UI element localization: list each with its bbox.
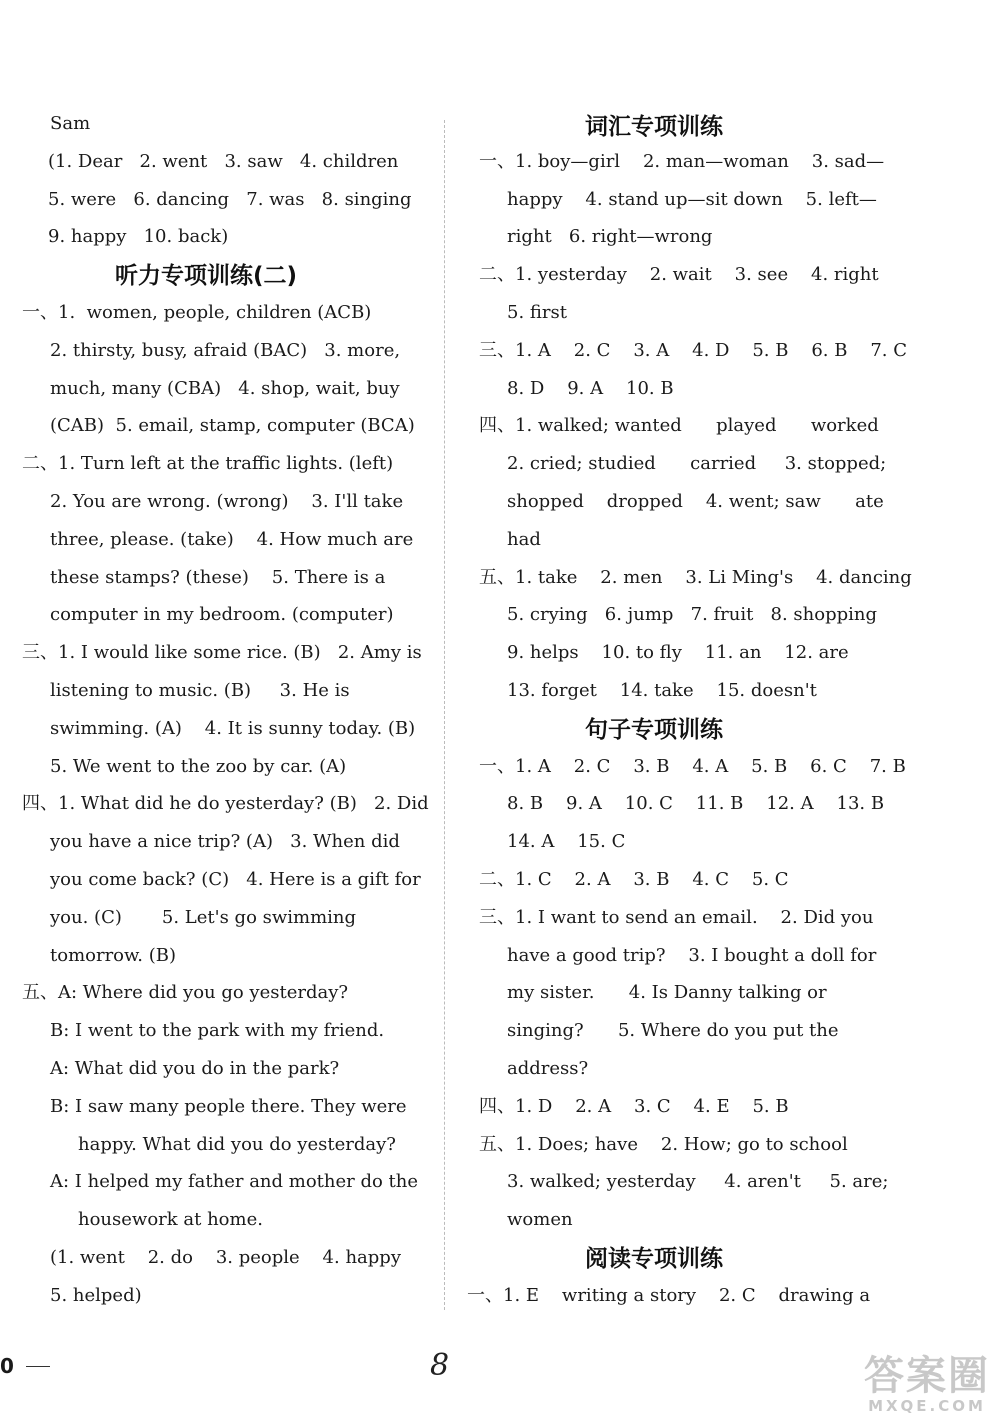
answer-line: 四、1. D 2. A 3. C 4. E 5. B bbox=[479, 1095, 789, 1117]
section-title-reading: 阅读专项训练 bbox=[585, 1246, 723, 1272]
answer-line: 二、1. Turn left at the traffic lights. (left) bbox=[22, 453, 394, 475]
watermark-logo bbox=[864, 1355, 990, 1415]
answer-line: singing? 5. Where do you put the bbox=[507, 1020, 839, 1042]
answer-line: 三、1. I would like some rice. (B) 2. Amy is bbox=[22, 642, 422, 664]
answer-line: right 6. right—wrong bbox=[507, 226, 713, 248]
answer-line: 一、1. A 2. C 3. B 4. A 5. B 6. C 7. B bbox=[479, 755, 906, 777]
answer-line: you have a nice trip? (A) 3. When did bbox=[50, 831, 400, 853]
answer-line: B: I saw many people there. They were bbox=[50, 1095, 407, 1117]
answer-line: my sister. 4. Is Danny talking or bbox=[507, 982, 827, 1004]
answer-line: swimming. (A) 4. It is sunny today. (B) bbox=[50, 717, 416, 739]
page-mark: 8 bbox=[430, 1348, 450, 1383]
answer-line: 13. forget 14. take 15. doesn't bbox=[507, 680, 817, 701]
answer-line: housework at home. bbox=[78, 1209, 263, 1231]
answer-line: 二、1. yesterday 2. wait 3. see 4. right bbox=[479, 264, 879, 286]
answer-line: 五、1. Does; have 2. How; go to school bbox=[479, 1133, 848, 1155]
answer-line: 5. first bbox=[507, 302, 567, 323]
answer-line: A: What did you do in the park? bbox=[50, 1058, 340, 1079]
answer-line: you come back? (C) 4. Here is a gift for bbox=[50, 869, 421, 890]
answer-line: B: I went to the park with my friend. bbox=[50, 1020, 385, 1042]
answer-line: much, many (CBA) 4. shop, wait, buy bbox=[50, 377, 400, 399]
answer-line: 五、A: Where did you go yesterday? bbox=[22, 982, 349, 1004]
answer-line: address? bbox=[507, 1058, 589, 1079]
answer-line: these stamps? (these) 5. There is a bbox=[50, 566, 386, 588]
answer-line: 3. walked; yesterday 4. aren't 5. are; bbox=[507, 1171, 889, 1193]
answer-line: 9. helps 10. to fly 11. an 12. are bbox=[507, 642, 849, 664]
answer-line: 2. You are wrong. (wrong) 3. I'll take bbox=[50, 491, 404, 512]
answer-line: listening to music. (B) 3. He is bbox=[50, 680, 350, 701]
answer-line: have a good trip? 3. I bought a doll for bbox=[507, 944, 877, 966]
answer-line: 2. cried; studied carried 3. stopped; bbox=[507, 453, 887, 475]
answer-line: 5. were 6. dancing 7. was 8. singing bbox=[48, 188, 412, 210]
answer-line: 9. happy 10. back) bbox=[48, 226, 229, 248]
answer-line: (1. went 2. do 3. people 4. happy bbox=[50, 1247, 401, 1268]
answer-line: 四、1. walked; wanted played worked bbox=[479, 415, 879, 437]
answer-line: 2. thirsty, busy, afraid (BAC) 3. more, bbox=[50, 339, 401, 361]
answer-line: happy 4. stand up—sit down 5. left— bbox=[507, 188, 877, 210]
answer-line: you. (C) 5. Let's go swimming bbox=[50, 906, 357, 928]
page-number: 0 bbox=[0, 1354, 14, 1378]
section-title-vocab: 词汇专项训练 bbox=[585, 114, 723, 140]
answer-line: (CAB) 5. email, stamp, computer (BCA) bbox=[50, 415, 415, 437]
answer-line: 一、1. boy—girl 2. man—woman 3. sad— bbox=[479, 150, 885, 172]
answer-line: 8. B 9. A 10. C 11. B 12. A 13. B bbox=[507, 793, 885, 815]
answer-line: (1. Dear 2. went 3. saw 4. children bbox=[48, 150, 399, 172]
column-divider bbox=[444, 120, 445, 1310]
answer-line: 8. D 9. A 10. B bbox=[507, 377, 674, 399]
section-title-sentence: 句子专项训练 bbox=[585, 716, 723, 743]
answer-line: happy. What did you do yesterday? bbox=[78, 1133, 396, 1155]
answer-line: women bbox=[507, 1209, 573, 1231]
watermark-title: 答案圈 bbox=[864, 1353, 990, 1399]
answer-line: 5. We went to the zoo by car. (A) bbox=[50, 755, 347, 777]
answer-line: 一、1. women, people, children (ACB) bbox=[22, 302, 372, 323]
answer-line: 5. helped) bbox=[50, 1284, 142, 1306]
answer-line: 三、1. A 2. C 3. A 4. D 5. B 6. B 7. C bbox=[479, 339, 908, 361]
answer-line: computer in my bedroom. (computer) bbox=[50, 604, 394, 626]
answer-line: 四、1. What did he do yesterday? (B) 2. Did bbox=[22, 793, 429, 815]
section-title-listening: 听力专项训练(二) bbox=[115, 263, 298, 290]
answer-line: 五、1. take 2. men 3. Li Ming's 4. dancing bbox=[479, 566, 912, 588]
answer-line: had bbox=[507, 528, 541, 550]
answer-line: 14. A 15. C bbox=[507, 831, 626, 853]
footer-rule bbox=[26, 1366, 50, 1367]
answer-line: 二、1. C 2. A 3. B 4. C 5. C bbox=[479, 869, 789, 890]
answer-line: A: I helped my father and mother do the bbox=[50, 1171, 419, 1193]
answer-line: 三、1. I want to send an email. 2. Did you bbox=[479, 906, 874, 928]
answer-line: 5. crying 6. jump 7. fruit 8. shopping bbox=[507, 604, 878, 626]
watermark-url: MXQE.COM bbox=[868, 1397, 986, 1415]
answer-line: 一、1. E writing a story 2. C drawing a bbox=[467, 1284, 871, 1306]
answer-line: Sam bbox=[50, 113, 91, 134]
answer-line: tomorrow. (B) bbox=[50, 944, 177, 966]
answer-line: three, please. (take) 4. How much are bbox=[50, 528, 414, 550]
answer-line: shopped dropped 4. went; saw ate bbox=[507, 491, 884, 512]
